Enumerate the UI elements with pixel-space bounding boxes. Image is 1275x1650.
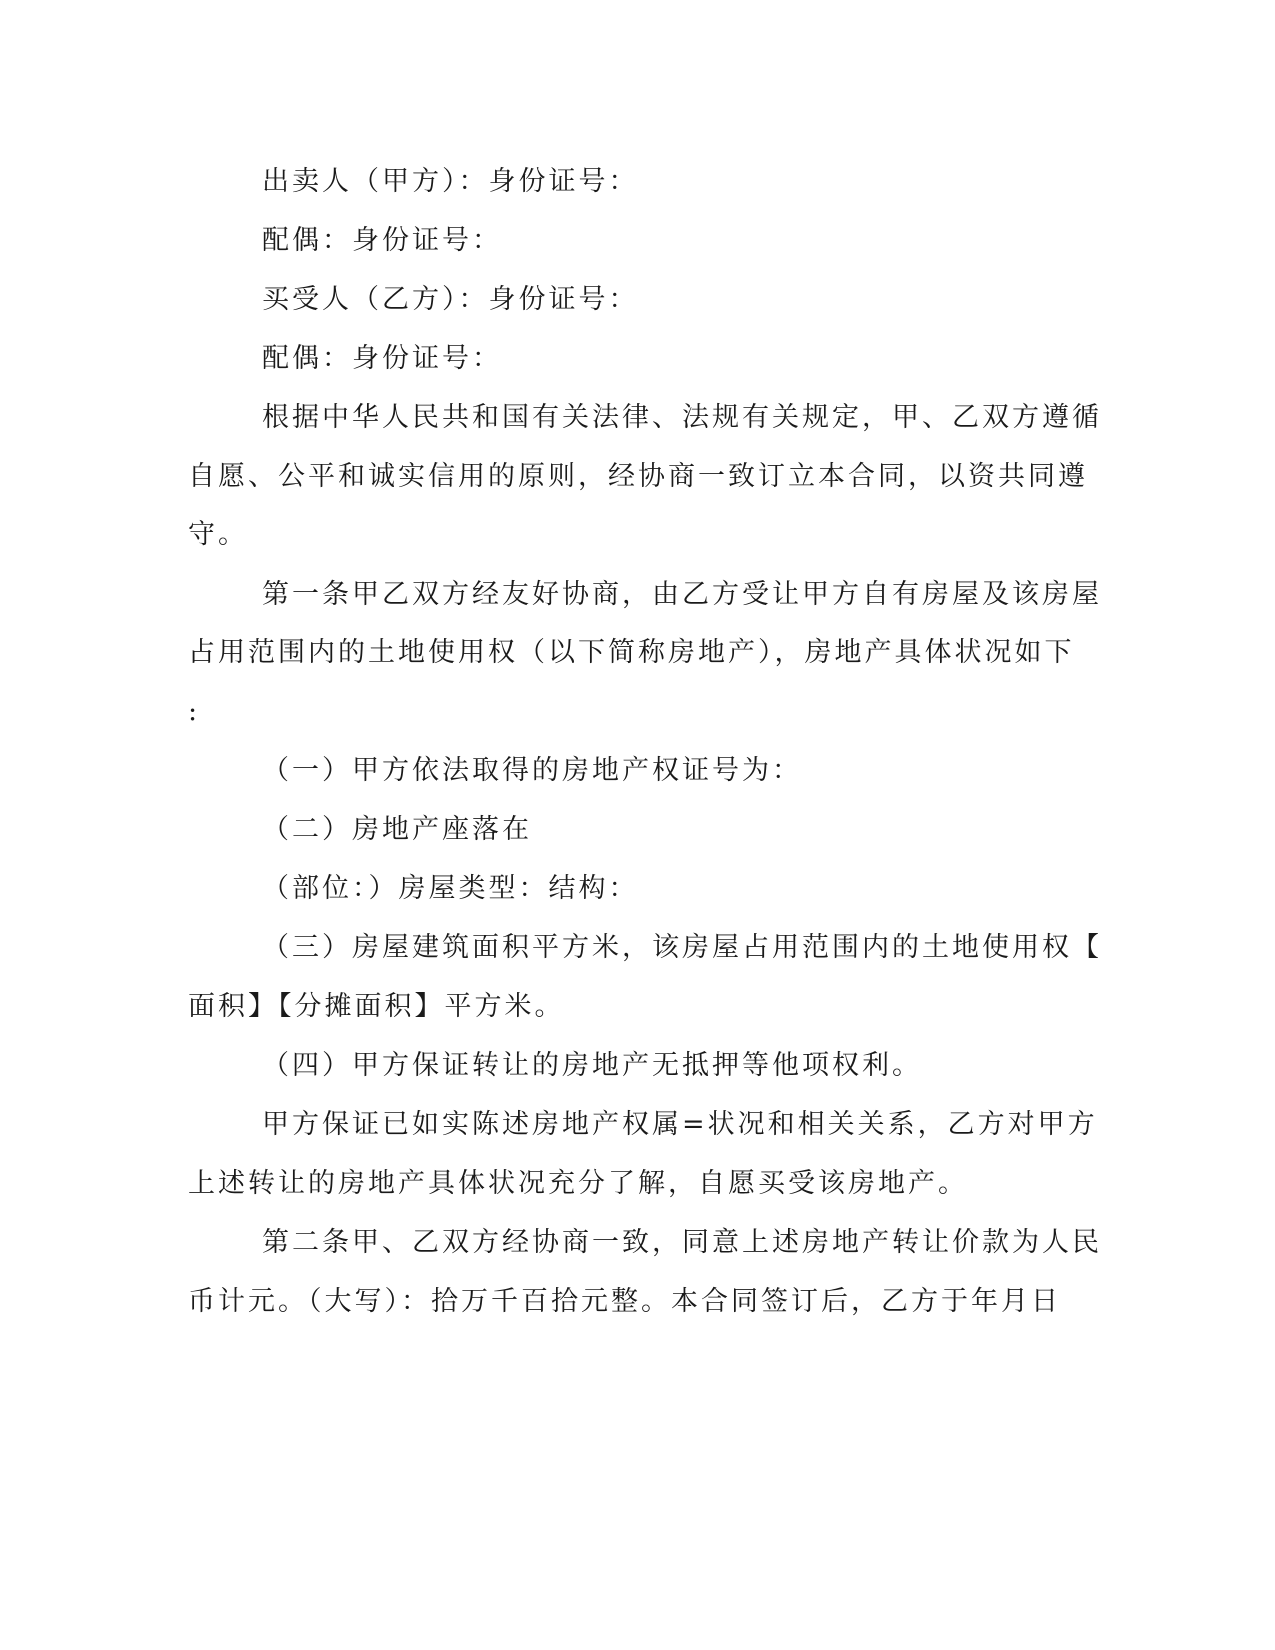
clause-4: （四）甲方保证转让的房地产无抵押等他项权利。	[262, 1050, 922, 1081]
clause-3-line-2: 面积】【分摊面积】平方米。	[188, 991, 565, 1022]
article-1-line-3: :	[188, 696, 201, 727]
seller-line: 出卖人（甲方）：身份证号：	[262, 166, 639, 197]
seller-spouse-line: 配偶：身份证号：	[262, 225, 502, 256]
clause-2: （二）房地产座落在	[262, 814, 532, 845]
preamble-line-1: 根据中华人民共和国有关法律、法规有关规定，甲、乙双方遵循	[262, 402, 1102, 433]
article-2-line-1: 第二条甲、乙双方经协商一致，同意上述房地产转让价款为人民	[262, 1227, 1102, 1258]
preamble-line-2: 自愿、公平和诚实信用的原则，经协商一致订立本合同，以资共同遵	[188, 461, 1088, 492]
clause-2-detail: （部位：）房屋类型：结构：	[262, 873, 639, 904]
article-2-line-2: 币计元。（大写）：拾万千百拾元整。本合同签订后，乙方于年月日	[188, 1286, 1061, 1317]
buyer-line: 买受人（乙方）：身份证号：	[262, 284, 639, 315]
clause-3-line-1: （三）房屋建筑面积平方米，该房屋占用范围内的土地使用权【	[262, 932, 1102, 963]
preamble-line-3: 守。	[188, 519, 248, 550]
warranty-line-2: 上述转让的房地产具体状况充分了解，自愿买受该房地产。	[188, 1168, 968, 1199]
article-1-line-2: 占用范围内的土地使用权（以下简称房地产），房地产具体状况如下	[188, 637, 1075, 668]
warranty-line-1: 甲方保证已如实陈述房地产权属=状况和相关关系，乙方对甲方	[262, 1109, 1098, 1140]
buyer-spouse-line: 配偶：身份证号：	[262, 343, 502, 374]
clause-1: （一）甲方依法取得的房地产权证号为：	[262, 755, 802, 786]
article-1-line-1: 第一条甲乙双方经友好协商，由乙方受让甲方自有房屋及该房屋	[262, 579, 1102, 610]
